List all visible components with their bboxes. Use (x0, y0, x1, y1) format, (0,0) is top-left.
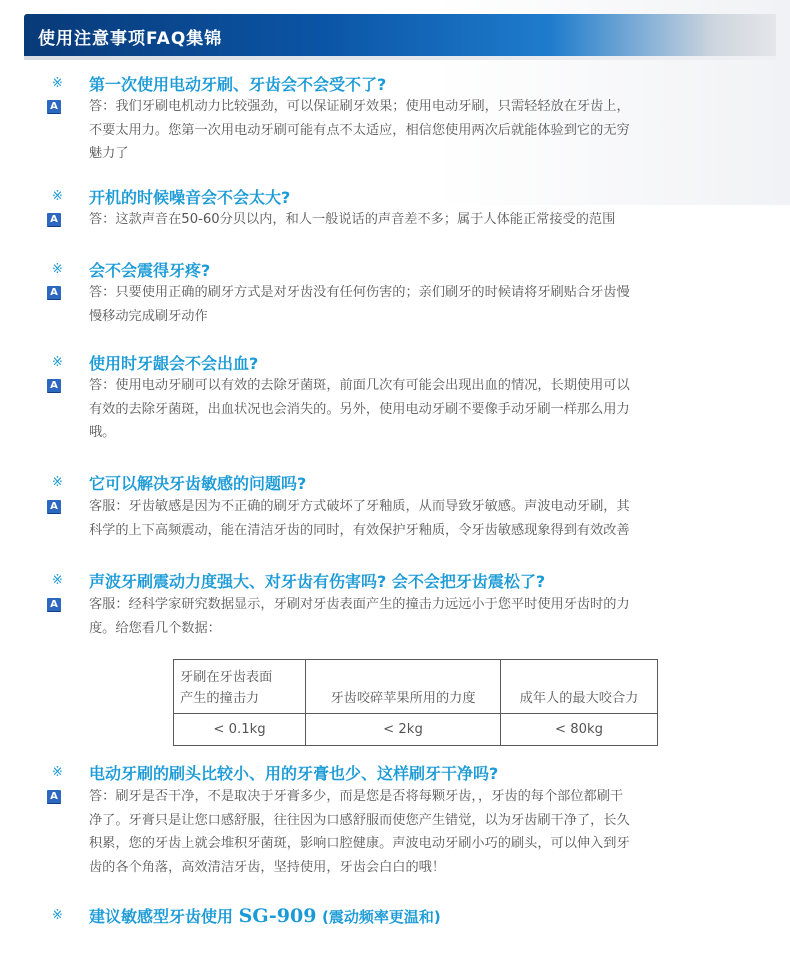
faq-question: 会不会震得牙疼? (89, 261, 211, 280)
recommendation-note: (震动频率更温和) (322, 908, 441, 926)
faq-question: 它可以解决牙齿敏感的问题吗? (89, 474, 307, 493)
answer-a-icon: A (47, 286, 61, 300)
faq-question: 开机的时候噪音会不会太大? (89, 188, 291, 207)
table-row (174, 714, 658, 746)
faq-question: 使用时牙龈会不会出血? (89, 354, 259, 373)
reference-mark-icon: ※ (52, 475, 63, 490)
recommendation-text: 建议敏感型牙齿使用 (89, 907, 234, 926)
reference-mark-icon: ※ (52, 908, 63, 923)
faq-answer: 答：刷牙是否干净，不是取决于牙膏多少，而是您是否将每颗牙齿，，牙齿的每个部位都刷干 净了。牙膏只是让您口感舒服，往往因为口感舒服而使您产生错觉，以为牙齿刷干净了，长久 积累，您的牙齿上就会堆积牙菌斑，影响口腔健康。声波电动牙刷小巧的刷头，可以伸入到牙 齿的各个角落，高效清洁牙齿，坚持使用，牙齿会白白的哦！ (89, 789, 630, 875)
table-header-cell: 牙刷在牙齿表面 产生的撞击力 (174, 660, 306, 714)
table-header-cell: 成年人的最大咬合力 (501, 660, 658, 714)
product-recommendation (89, 904, 441, 927)
answer-a-icon: A (47, 598, 61, 612)
reference-mark-icon: ※ (52, 765, 63, 780)
reference-mark-icon: ※ (52, 355, 63, 370)
reference-mark-icon: ※ (52, 189, 63, 204)
reference-mark-icon: ※ (52, 573, 63, 588)
answer-a-icon: A (47, 790, 61, 804)
faq-answer: 答：我们牙刷电机动力比较强劲，可以保证刷牙效果；使用电动牙刷，只需轻轻放在牙齿上， 不要太用力。您第一次用电动牙刷可能有点不太适应，相信您使用两次后就能体验到它的无穷 魅力了 (89, 99, 630, 161)
faq-answer: 客服：牙齿敏感是因为不正确的刷牙方式破坏了牙釉质，从而导致牙敏感。声波电动牙刷，其 科学的上下高频震动，能在清洁牙齿的同时，有效保护牙釉质，令牙齿敏感现象得到有效改善 (89, 499, 630, 538)
faq-answer: 客服：经科学家研究数据显示，牙刷对牙齿表面产生的撞击力远远小于您平时使用牙齿时的力 度。给您看几个数据： (89, 597, 630, 636)
faq-answer: 答：只要使用正确的刷牙方式是对牙齿没有任何伤害的；亲们刷牙的时候请将牙刷贴合牙齿慢 慢移动完成刷牙动作 (89, 285, 630, 324)
faq-answer: 答：使用电动牙刷可以有效的去除牙菌斑，前面几次有可能会出现出血的情况，长期使用可以 有效的去除牙菌斑，出血状况也会消失的。另外，使用电动牙刷不要像手动牙刷一样那么用力 哦。 (89, 378, 630, 440)
table-cell: < 0.1kg (174, 714, 306, 746)
force-comparison-table (173, 659, 658, 746)
table-cell: < 2kg (306, 714, 501, 746)
reference-mark-icon: ※ (52, 262, 63, 277)
answer-a-icon: A (47, 379, 61, 393)
table-header-row (174, 660, 658, 714)
faq-question: 电动牙刷的刷头比较小、用的牙膏也少、这样刷牙干净吗? (89, 764, 499, 783)
faq-question: 第一次使用电动牙刷、牙齿会不会受不了? (89, 75, 387, 94)
faq-answer: 答：这款声音在50-60分贝以内，和人一般说话的声音差不多；属于人体能正常接受的范围 (89, 212, 616, 227)
answer-a-icon: A (47, 213, 61, 227)
answer-a-icon: A (47, 500, 61, 514)
header-divider (24, 56, 776, 60)
page-title: 使用注意事项FAQ集锦 (38, 29, 223, 49)
faq-question: 声波牙刷震动力度强大、对牙齿有伤害吗? 会不会把牙齿震松了? (89, 572, 546, 591)
table-header-cell: 牙齿咬碎苹果所用的力度 (306, 660, 501, 714)
reference-mark-icon: ※ (52, 76, 63, 91)
model-number: SG-909 (238, 905, 317, 927)
answer-a-icon: A (47, 100, 61, 114)
table-cell: < 80kg (501, 714, 658, 746)
